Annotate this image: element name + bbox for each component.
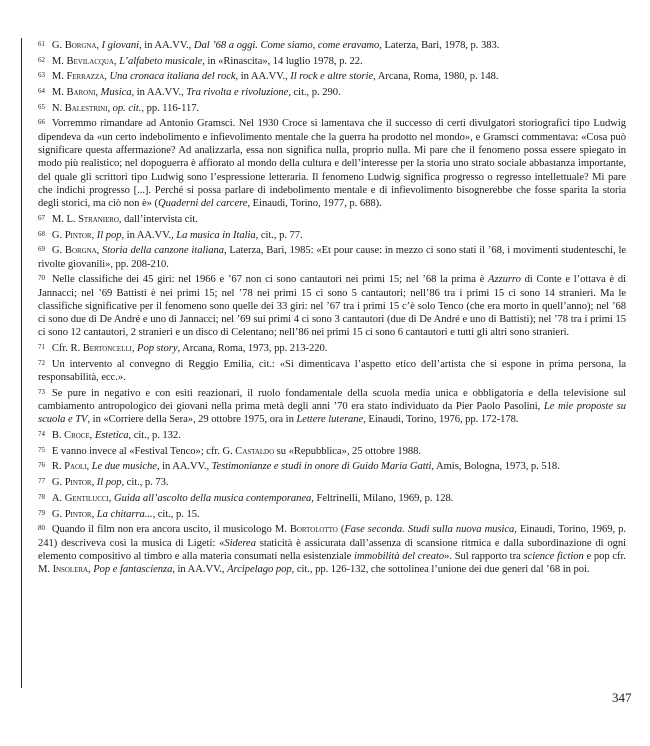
- footnote: [38, 522, 626, 576]
- footnote-text: , Einaudi, Torino, 1969, p. 241) descriveva così la musica di Ligeti: «: [38, 524, 627, 549]
- italic-text: La chitarra...: [96, 508, 153, 520]
- italic-text: Pop e fantascienza: [93, 564, 173, 576]
- italic-text: Azzurro: [488, 274, 521, 286]
- italic-text: Storia della canzone italiana: [102, 245, 224, 257]
- footnote-text: ,: [87, 564, 94, 576]
- italic-text: L’alfabeto musicale: [119, 55, 203, 67]
- footnote: [38, 459, 626, 473]
- footnote-text: , Laterza, Bari, 1985: «Et pour cause: in mezzo ci sono stati il ’68, i movimenti studenteschi, le rivolte giovanili», pp. 208-210.: [38, 245, 626, 270]
- italic-text: Guida all’ascolto della musica contemporanea: [114, 492, 312, 504]
- footnote-number: 71: [38, 343, 45, 352]
- footnote-text: , pp. 116-117.: [141, 102, 200, 114]
- footnote-text: , Einaudi, Torino, 1976, pp. 172-178.: [363, 414, 519, 426]
- footnote: [38, 85, 626, 99]
- italic-text: Il pop: [96, 229, 122, 241]
- footnote-text: ». Sul rapporto tra: [444, 550, 524, 562]
- footnote: [38, 228, 626, 242]
- italic-text: Tra rivolta e rivoluzione: [186, 87, 289, 99]
- footnote-number: 61: [38, 40, 45, 48]
- footnote-text: ,: [108, 492, 114, 504]
- author-name: M. Bortolotto: [274, 524, 338, 536]
- footnote-text: Se pure in negativo e con esiti reazionari, il ruolo fondamentale della scuola media unica e obbligatoria e della televisione sul cambiamento antropologico dei giovani nella prima metà degli anni ’70 era stato individuato da Pier Paolo Pasolini,: [38, 387, 626, 413]
- footnote-number: 72: [38, 358, 45, 367]
- footnote-text: di Conte e l’ottava è di Jannacci; nel ’69 Battisti è nei primi 15; nel ’78 nei primi 15 ci sono 5 cantautori; nell’86 tra i primi 15 ci sono 14 stranieri. Ma le classifiche significative per il fenomeno sono quelle dei 33 giri: nel ’67 tra i primi 15 c’è solo Tenco (che era morto in quell’anno); nel ’68 ci sono due di De André e uno di Jannacci; nel ’69 sui primi 4 ci sono 3 cantautori (due di De André e uno di Battisti); nel ’78 tra i primi 15 ci sono 12 cantautori, 2 stranieri e un disco di Celentano; nell’86 nei primi 15 ci sono 6 cantautori e tutti gli altri sono stranieri.: [38, 274, 626, 339]
- footnote-number: 64: [38, 87, 45, 96]
- italic-text: op. cit.: [112, 102, 142, 114]
- footnote-text: , cit., pp. 126-132, che sottolinea l’unione dei due generi dal ’68 in poi.: [291, 564, 590, 576]
- footnote-text: , Amis, Bologna, 1973, p. 518.: [431, 461, 560, 473]
- footnote: [38, 341, 626, 355]
- author-name: G. Borgna: [51, 245, 97, 257]
- author-name: G. Pintor: [51, 477, 92, 489]
- footnote-text: , cit., p. 73.: [121, 477, 169, 489]
- footnote-text: ,: [104, 71, 110, 83]
- italic-text: Quaderni del carcere: [158, 198, 248, 210]
- author-name: G. Pintor: [51, 508, 92, 520]
- italic-text: Una cronaca italiana del rock: [109, 71, 236, 83]
- footnote-text: staticità è assicurata dall’assenza di scansione ritmica e dalla subordinazione di ogni elemento compositivo al timbro e alla materia consumati nella esistenziale: [38, 537, 626, 562]
- footnote-number: 69: [38, 245, 45, 254]
- footnote-text: ,: [95, 87, 101, 99]
- italic-text: Testimonianze e studi in onore di Guido Maria Gatti: [211, 461, 432, 473]
- footnote-text: ,: [131, 343, 138, 355]
- italic-text: Il pop: [96, 477, 122, 489]
- footnote-text: , in AA.VV.,: [156, 461, 212, 473]
- footnote-text: , in AA.VV.,: [235, 71, 291, 83]
- footnote-text: , cit., p. 77.: [255, 229, 303, 241]
- footnote-text: ,: [107, 102, 113, 114]
- footnote-text: Quando il film non era ancora uscito, il musicologo: [51, 524, 275, 536]
- footnote-text: , cit., p. 15.: [152, 508, 200, 520]
- footnote-number: 80: [38, 524, 45, 533]
- footnote: [38, 243, 626, 271]
- footnote-number: 68: [38, 229, 45, 238]
- author-name: M. Insolera: [38, 564, 88, 576]
- footnote-text: E vanno invece al «Festival Tenco»; cfr.: [51, 445, 223, 457]
- author-name: R. Paoli: [51, 461, 87, 473]
- author-name: G. Castaldo: [222, 445, 275, 457]
- footnote-text: ,: [96, 40, 102, 51]
- footnote-text: , in AA.VV.,: [139, 40, 194, 51]
- italic-text: I giovani: [101, 40, 140, 51]
- italic-text: Arcipelago pop: [227, 564, 292, 576]
- author-name: A. Gentilucci: [51, 492, 109, 504]
- footnote-text: (: [337, 524, 345, 536]
- footnote-text: ,: [89, 430, 95, 442]
- footnote: [38, 475, 626, 489]
- italic-text: Lettere luterane: [296, 414, 364, 426]
- italic-text: Fase seconda. Studi sulla nuova musica: [344, 524, 515, 536]
- margin-rule: [21, 38, 22, 688]
- footnote-text: , Einaudi, Torino, 1977, p. 688).: [247, 198, 382, 210]
- page-number: 347: [612, 690, 632, 705]
- footnote-text: ,: [96, 245, 103, 257]
- footnote-text: Cfr.: [51, 343, 71, 355]
- italic-text: Musica: [100, 87, 132, 99]
- footnote: [38, 428, 626, 442]
- footnote: [38, 386, 626, 427]
- footnote: [38, 507, 626, 521]
- footnote-text: , in «Corriere della Sera», 29 ottobre 1975, ora in: [87, 414, 297, 426]
- author-name: G. Borgna: [51, 40, 97, 51]
- footnote-number: 77: [38, 477, 45, 486]
- italic-text: immobilità del creato: [354, 550, 445, 562]
- footnote-text: ,: [86, 461, 92, 473]
- author-name: M. Bevilacqua: [51, 55, 114, 67]
- footnote-text: , cit., p. 290.: [288, 87, 341, 99]
- footnote: [38, 54, 626, 68]
- footnote: [38, 38, 626, 52]
- footnote-text: , Laterza, Bari, 1978, p. 383.: [379, 40, 500, 51]
- footnote-text: , Arcana, Roma, 1973, pp. 213-220.: [177, 343, 328, 355]
- footnote-text: , cit., p. 132.: [128, 430, 181, 442]
- italic-text: science fiction: [523, 550, 584, 562]
- italic-text: La musica in Italia: [176, 229, 256, 241]
- author-name: G. Pintor: [51, 229, 92, 241]
- italic-text: Estetica: [94, 430, 129, 442]
- footnote: [38, 101, 626, 115]
- footnotes-list: [38, 38, 626, 578]
- author-name: M. L. Straniero: [51, 213, 119, 225]
- footnote-number: 63: [38, 71, 45, 80]
- footnote: [38, 69, 626, 83]
- footnote: [38, 212, 626, 226]
- footnote-text: ,: [91, 477, 97, 489]
- footnote-number: 78: [38, 492, 45, 501]
- author-name: M. Baroni: [51, 87, 96, 99]
- footnote-text: Nelle classifiche dei 45 giri: nel 1966 e ’67 non ci sono cantautori nei primi 15; nel ’68 la prima è: [51, 274, 489, 286]
- italic-text: Le due musiche: [91, 461, 157, 473]
- footnote-text: , in AA.VV.,: [121, 229, 177, 241]
- footnote: [38, 444, 626, 458]
- footnote-number: 62: [38, 55, 45, 64]
- footnote-number: 67: [38, 213, 45, 222]
- footnote-number: 76: [38, 461, 45, 470]
- footnote-text: , Arcana, Roma, 1980, p. 148.: [373, 71, 499, 83]
- footnote-text: ,: [91, 508, 97, 520]
- footnote-number: 70: [38, 274, 45, 283]
- footnote-number: 65: [38, 102, 45, 111]
- footnote-text: Un intervento al convegno di Reggio Emilia, cit.: «Si dimenticava l’aspetto etico dell’artista che si espone in prima persona, la responsabilità, ecc.».: [38, 358, 626, 384]
- footnote-text: , dall’intervista cit.: [118, 213, 198, 225]
- footnote: [38, 357, 626, 385]
- footnote-number: 74: [38, 430, 45, 439]
- footnote-number: 73: [38, 387, 45, 396]
- italic-text: Siderea: [224, 537, 256, 549]
- footnote-text: ,: [113, 55, 120, 67]
- footnote-text: , Feltrinelli, Milano, 1969, p. 128.: [311, 492, 454, 504]
- italic-text: Dal ’68 a oggi. Come siamo, come eravamo: [193, 40, 380, 51]
- footnote-text: , in AA.VV.,: [172, 564, 228, 576]
- author-name: B. Croce: [51, 430, 90, 442]
- footnote-text: e pop cfr.: [583, 550, 627, 562]
- italic-text: Il rock e altre storie: [290, 71, 374, 83]
- italic-text: Le mie proposte su scuola e TV: [38, 401, 626, 426]
- footnote-number: 75: [38, 445, 45, 454]
- footnote: [38, 491, 626, 505]
- footnote-text: , in «Rinascita», 14 luglio 1978, p. 22.: [202, 55, 363, 67]
- footnote: [38, 272, 626, 339]
- footnote: [38, 116, 626, 210]
- author-name: N. Balestrini: [51, 102, 108, 114]
- footnote-text: su «Repubblica», 25 ottobre 1988.: [274, 445, 421, 457]
- footnote-number: 79: [38, 508, 45, 517]
- footnote-text: ,: [91, 229, 97, 241]
- author-name: R. Bertoncelli: [70, 343, 132, 355]
- footnote-number: 66: [38, 118, 45, 127]
- author-name: M. Ferrazza: [51, 71, 105, 83]
- footnote-text: Vorremmo rimandare ad Antonio Gramsci. Nel 1930 Croce si lamentava che il successo di certi divulgatori storiografici tipo Ludwig dipendeva da «un certo indebolimento e infievolimento mentale che la guerra ha prodotto nel mondo», e Gramsci commentava: «Cosa può significare questa affermazione? Ad analizzarla, essa non significa nulla, proprio nulla. Mi pare che il fenomeno possa essere spiegato in modo più realistico; nel dopoguerra è affiorato al mondo della cultura e dell’interesse per la storia uno strato sociale abbastanza importante, del quale gli scrittori tipo Ludwig sono l’espressione letteraria. Il fenomeno Ludwig significa progresso o regresso intellettuale? Mi pare che indichi progresso [...]. Perché si possa parlare di indebolimento mentale e di infievolimento bisognerebbe che fosse sparita la storia degli storici, ma ciò non è» (: [38, 118, 626, 210]
- italic-text: Pop story: [137, 343, 178, 355]
- footnote-text: , in AA.VV.,: [131, 87, 187, 99]
